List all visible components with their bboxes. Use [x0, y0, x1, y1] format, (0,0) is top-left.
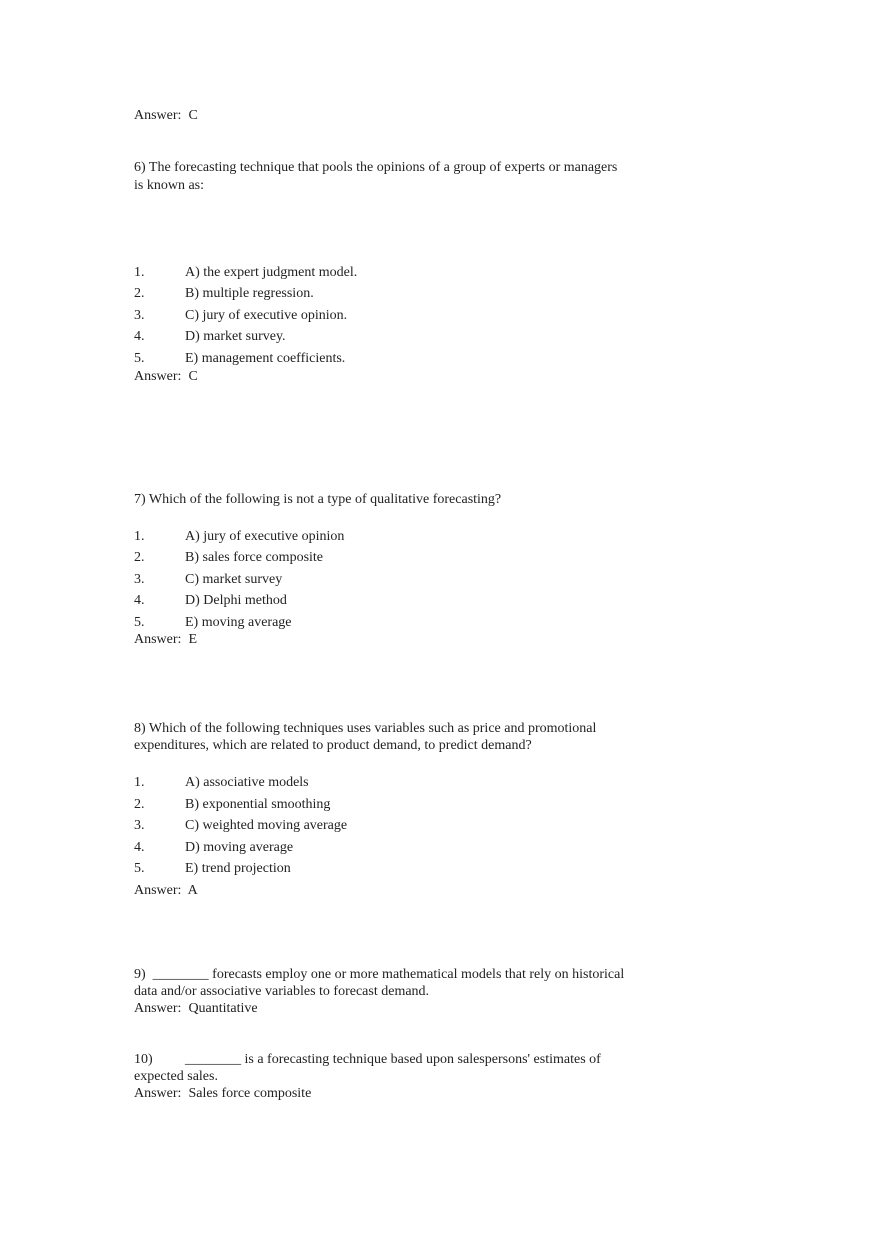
q8-option-1-number: 1.: [134, 775, 145, 790]
q7-option-1-number: 1.: [134, 529, 145, 544]
q7-option-2: B) sales force composite: [185, 550, 324, 565]
q6-option-2-number: 2.: [134, 286, 145, 301]
q6-option-3: C) jury of executive opinion.: [185, 308, 348, 323]
answer-label: Answer:: [134, 883, 182, 898]
q6-option-4-number: 4.: [134, 329, 145, 344]
q8-option-1: A) associative models: [185, 775, 309, 790]
answer-value: Quantitative: [188, 1001, 258, 1016]
answer-value: E: [188, 632, 197, 647]
q6-option-4: D) market survey.: [185, 329, 286, 344]
answer-value: Sales force composite: [188, 1086, 312, 1101]
q6-option-5: E) management coefficients.: [185, 351, 346, 366]
question-9-answer: [134, 1000, 258, 1017]
q6-option-3-number: 3.: [134, 308, 145, 323]
q7-option-4-number: 4.: [134, 593, 145, 608]
q8-option-5: E) trend projection: [185, 861, 291, 876]
q7-option-4: D) Delphi method: [185, 593, 287, 608]
question-8-answer: [134, 882, 198, 899]
question-10-line-2: expected sales.: [134, 1069, 218, 1084]
q7-option-5-number: 5.: [134, 615, 145, 630]
q8-option-4-number: 4.: [134, 840, 145, 855]
question-10-number: 10): [134, 1052, 153, 1067]
q6-option-1-number: 1.: [134, 265, 145, 280]
q8-option-2: B) exponential smoothing: [185, 797, 331, 812]
question-7-line-1: 7) Which of the following is not a type of qualitative forecasting?: [134, 492, 502, 507]
q8-option-3: C) weighted moving average: [185, 818, 348, 833]
answer-value: A: [187, 883, 198, 898]
q7-option-1: A) jury of executive opinion: [185, 529, 345, 544]
answer-label: Answer:: [134, 369, 182, 384]
answer-label: Answer:: [134, 632, 182, 647]
question-7-answer: [134, 631, 197, 648]
q7-option-3-number: 3.: [134, 572, 145, 587]
answer-value: C: [188, 108, 198, 123]
q7-option-3: C) market survey: [185, 572, 283, 587]
question-9-line-1: 9) ________ forecasts employ one or more mathematical models that rely on historical: [134, 967, 625, 982]
q8-option-3-number: 3.: [134, 818, 145, 833]
q8-option-5-number: 5.: [134, 861, 145, 876]
question-6-answer: [134, 368, 198, 385]
question-6-line-2: is known as:: [134, 178, 204, 193]
question-10-line-1: ________ is a forecasting technique based upon salespersons' estimates of: [185, 1052, 601, 1067]
question-6-line-1: 6) The forecasting technique that pools the opinions of a group of experts or managers: [134, 160, 618, 175]
q7-option-5: E) moving average: [185, 615, 292, 630]
q6-option-5-number: 5.: [134, 351, 145, 366]
question-8-line-2: expenditures, which are related to product demand, to predict demand?: [134, 738, 532, 753]
answer-value: C: [188, 369, 198, 384]
question-10-answer: [134, 1085, 311, 1102]
q6-option-1: A) the expert judgment model.: [185, 265, 358, 280]
answer-label: Answer:: [134, 1086, 182, 1101]
answer-label: Answer:: [134, 108, 182, 123]
q6-option-2: B) multiple regression.: [185, 286, 314, 301]
question-8-line-1: 8) Which of the following techniques uses variables such as price and promotional: [134, 721, 597, 736]
previous-answer: [134, 107, 198, 124]
question-9-line-2: data and/or associative variables to forecast demand.: [134, 984, 430, 999]
q7-option-2-number: 2.: [134, 550, 145, 565]
q8-option-2-number: 2.: [134, 797, 145, 812]
q8-option-4: D) moving average: [185, 840, 294, 855]
answer-label: Answer:: [134, 1001, 182, 1016]
